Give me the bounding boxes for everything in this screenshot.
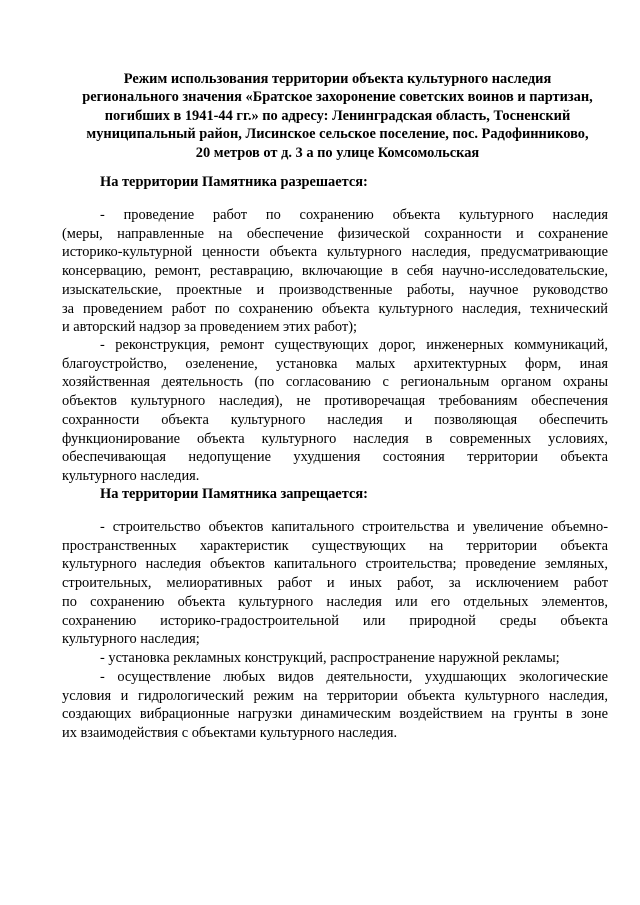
title-line: 20 метров от д. 3 а по улице Комсомольская xyxy=(195,144,480,161)
text-line: - осуществление любых видов деятельности, ухудшающих экологические xyxy=(100,669,608,685)
text-line: по сохранению объекта культурного наследия или его отдельных элементов, xyxy=(62,593,608,610)
document-title xyxy=(60,70,615,162)
text-line: культурного наследия. xyxy=(62,467,200,484)
text-line: - установка рекламных конструкций, распространение наружной рекламы; xyxy=(100,650,560,666)
text-line: консервацию, ремонт, реставрацию, включающие в себя научно-исследовательские, xyxy=(62,263,608,280)
title-line: погибших в 1941-44 гг.» по адресу: Ленинградская область, Тосненский xyxy=(104,107,571,124)
text-line: условия и гидрологический режим на территории объекта культурного наследия, xyxy=(62,687,608,704)
text-line: строительных, мелиоративных работ и иных работ, за исключением работ xyxy=(62,575,608,592)
text-line: функционирование объекта культурного наследия в современных условиях, xyxy=(62,430,608,447)
text-line: объектов культурного наследия), не противоречащая требованиям обеспечения xyxy=(62,393,608,410)
text-line: - проведение работ по сохранению объекта культурного наследия xyxy=(100,207,608,223)
allowed-item-reconstruction xyxy=(62,336,608,486)
allowed-item-maintenance xyxy=(62,206,608,337)
text-line: и авторский надзор за проведением этих работ); xyxy=(62,319,357,336)
text-line: историко-культурной ценности объекта культурного наследия, предусматривающие xyxy=(62,244,608,261)
text-line: - строительство объектов капитального строительства и увеличение объемно- xyxy=(100,519,608,535)
text-line: благоустройство, озеленение, установка малых архитектурных форм, иная xyxy=(62,355,608,372)
text-line: обеспечивающая недопущение ухудшения состояния территории объекта xyxy=(62,449,608,466)
title-line: муниципальный район, Лисинское сельское поселение, пос. Радофинниково, xyxy=(86,126,589,143)
text-line: культурного наследия; xyxy=(62,631,200,648)
forbidden-item-advertising xyxy=(62,649,608,668)
text-line: пространственных характеристик существующих на территории объекта xyxy=(62,537,608,554)
text-line: (меры, направленные на обеспечение физической сохранности и сохранение xyxy=(62,225,608,242)
text-line: их взаимодействия с объектами культурного наследия. xyxy=(62,725,398,742)
text-line: изыскательские, проектные и производственные работы, научное руководство xyxy=(62,281,608,298)
text-line: сохранению историко-градостроительной или природной среды объекта xyxy=(62,612,608,629)
text-line: создающих вибрационные нагрузки динамическим воздействием на грунты в зоне xyxy=(62,706,608,723)
text-line: хозяйственная деятельность (по согласованию с региональным органом охраны xyxy=(62,374,608,391)
forbidden-item-ecology xyxy=(62,668,608,743)
text-line: за проведением работ по сохранению объекта культурного наследия, технический xyxy=(62,300,608,317)
text-line: культурного наследия объектов капитального строительства; проведение земляных, xyxy=(62,556,608,573)
allowed-heading: На территории Памятника разрешается: xyxy=(100,174,368,190)
text-line: сохранности объекта культурного наследия и позволяющая обеспечить xyxy=(62,411,608,428)
forbidden-heading: На территории Памятника запрещается: xyxy=(100,486,368,502)
forbidden-item-construction xyxy=(62,518,608,649)
title-line: Режим использования территории объекта культурного наследия xyxy=(123,71,552,87)
title-line: регионального значения «Братское захоронение советских воинов и партизан, xyxy=(82,89,593,106)
text-line: - реконструкция, ремонт существующих дорог, инженерных коммуникаций, xyxy=(100,337,608,353)
